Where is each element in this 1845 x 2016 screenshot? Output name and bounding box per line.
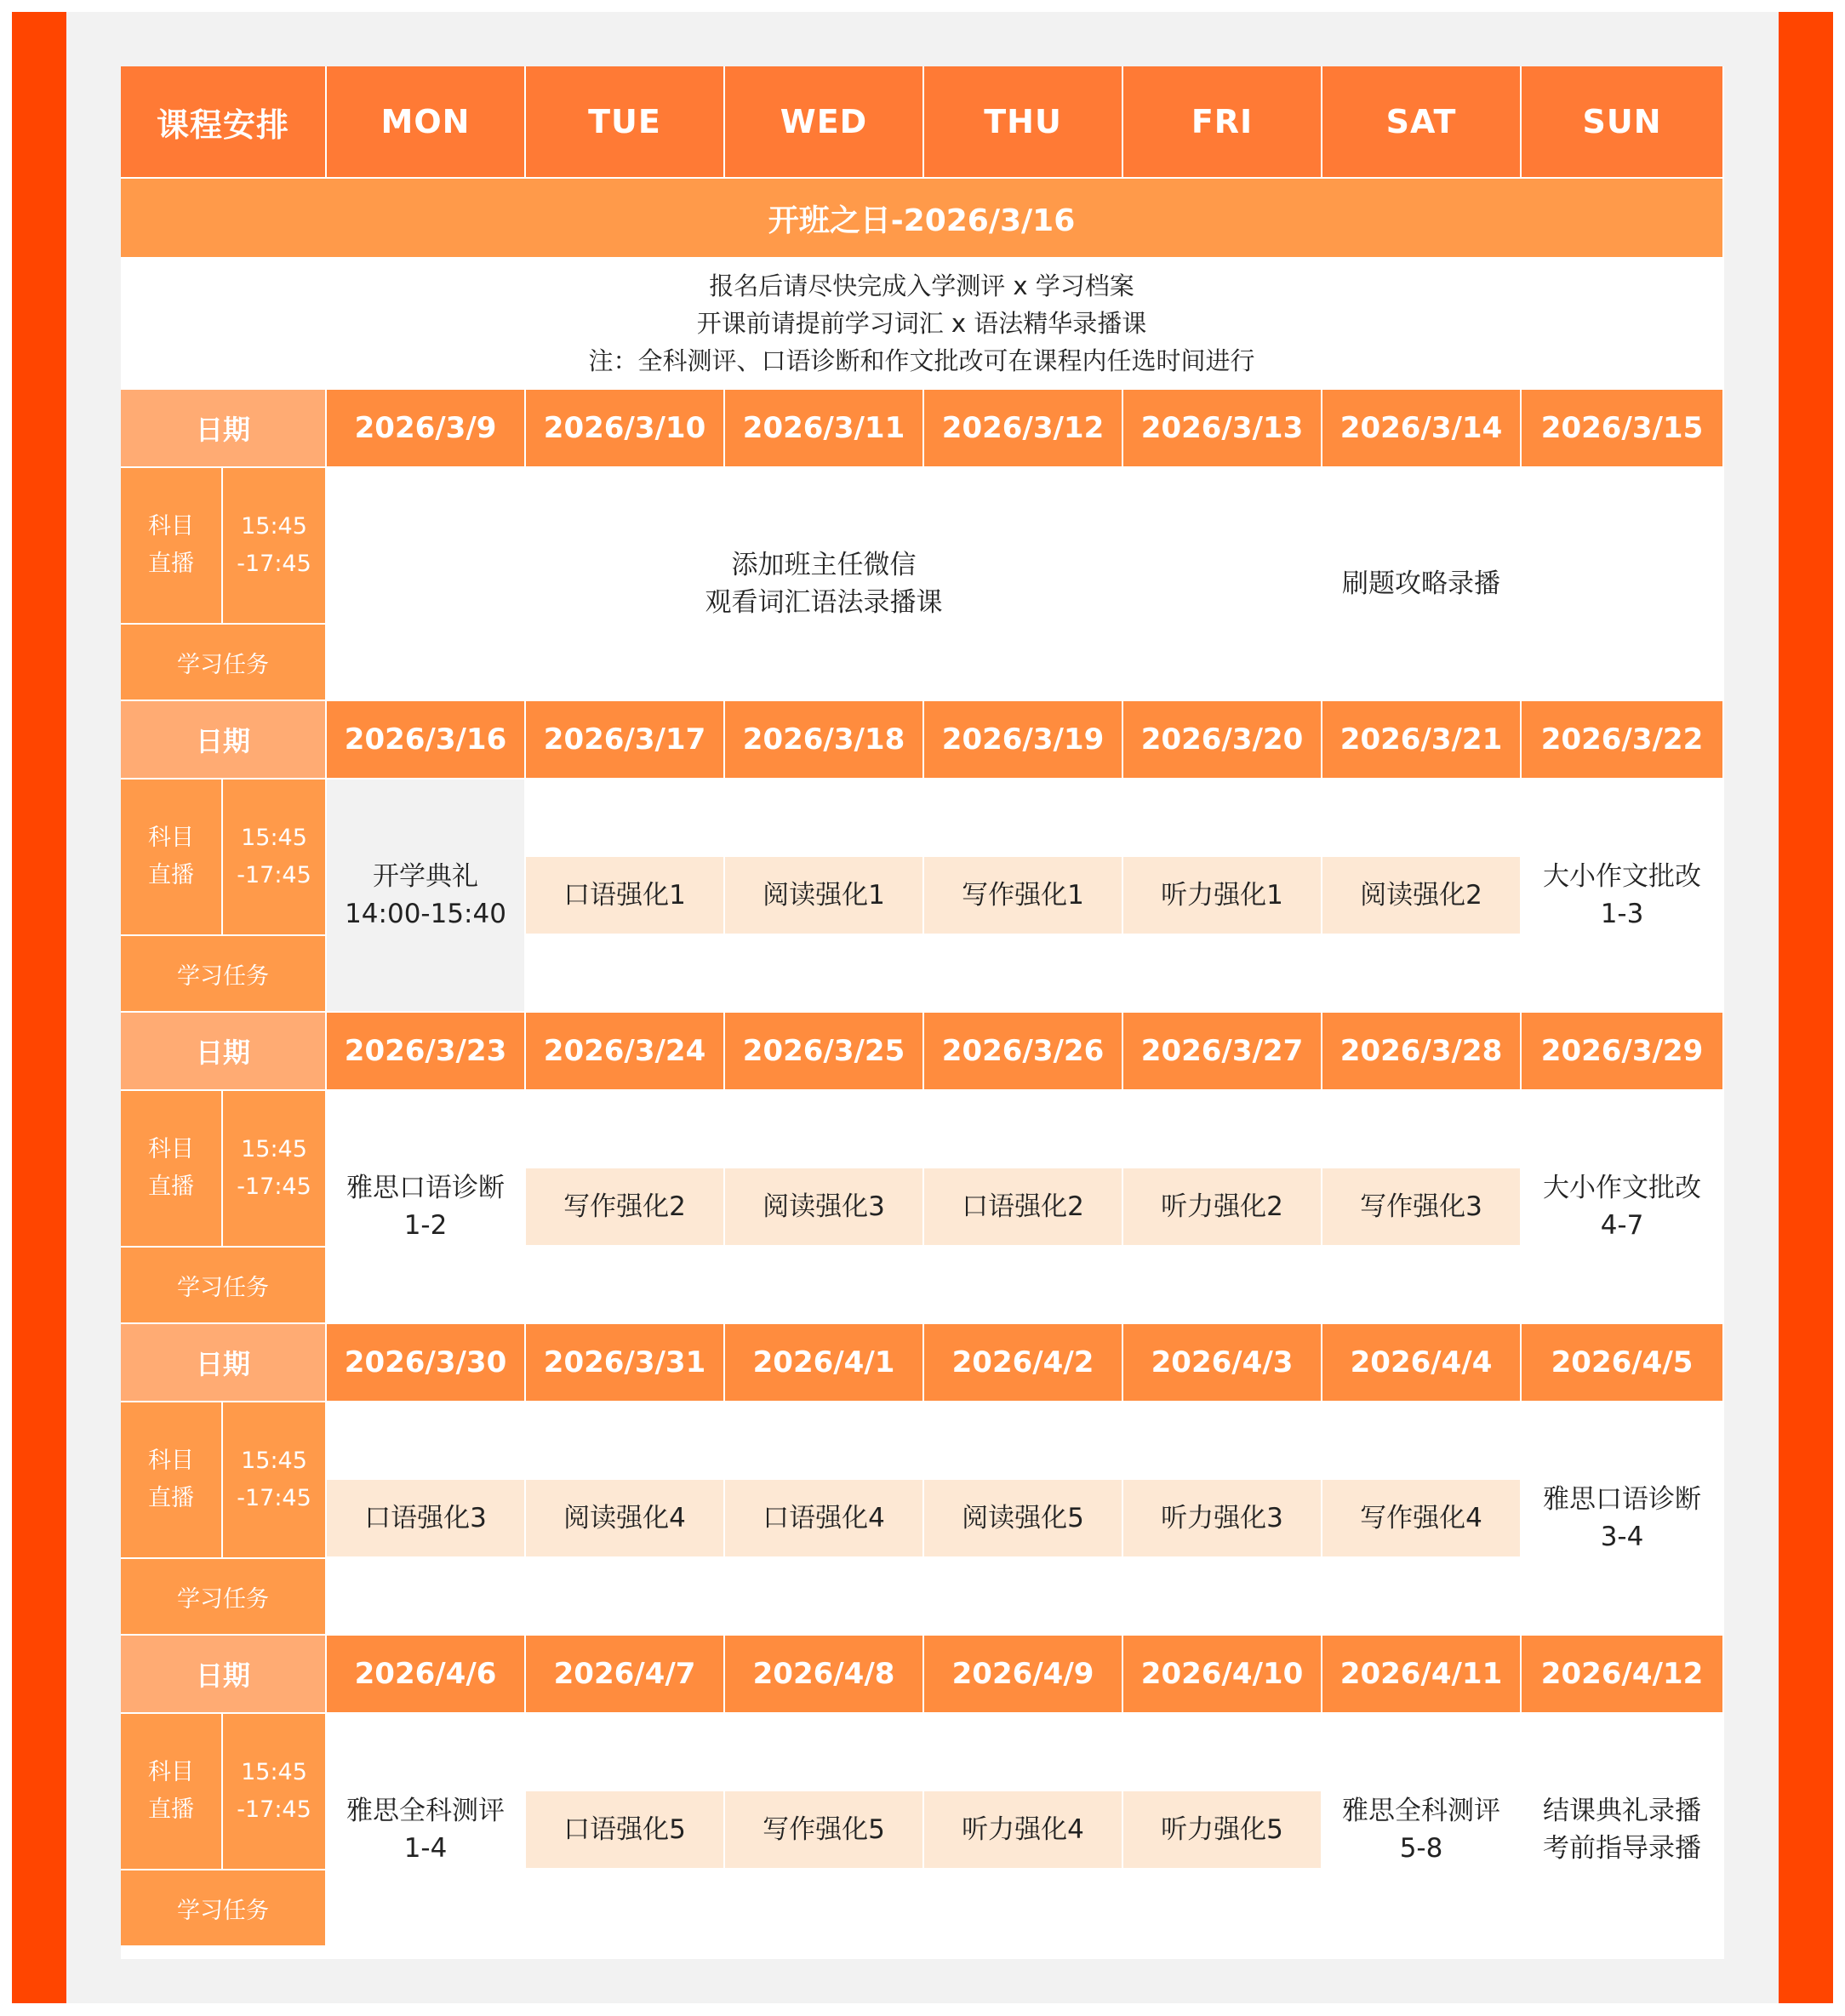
study-task-label: 学习任务 xyxy=(121,1870,327,1947)
date-label: 日期 xyxy=(121,390,327,468)
day-header-sun: SUN xyxy=(1522,66,1724,179)
live-time-label: 15:45 -17:45 xyxy=(223,1402,327,1559)
closing-ceremony-cell: 结课典礼录播 考前指导录播 xyxy=(1522,1714,1724,1947)
date-cell: 2026/4/2 xyxy=(924,1324,1123,1402)
lesson-label: 阅读强化5 xyxy=(924,1480,1123,1556)
day-header-tue: TUE xyxy=(526,66,725,179)
date-cell: 2026/4/11 xyxy=(1322,1636,1522,1714)
day-header-thu: THU xyxy=(924,66,1123,179)
study-task-label: 学习任务 xyxy=(121,625,327,701)
lesson-cell xyxy=(526,780,725,1013)
opening-ceremony-cell: 开学典礼 14:00-15:40 xyxy=(327,780,526,1013)
lesson-label: 写作强化5 xyxy=(725,1791,924,1868)
date-row xyxy=(121,701,1724,780)
date-cell: 2026/4/4 xyxy=(1322,1324,1522,1402)
lesson-label: 口语强化4 xyxy=(725,1480,924,1556)
right-accent-bar xyxy=(1779,12,1833,2003)
date-label: 日期 xyxy=(121,1324,327,1402)
lesson-label: 阅读强化2 xyxy=(1322,857,1522,934)
live-row xyxy=(121,780,1724,936)
live-time-label: 15:45 -17:45 xyxy=(223,1714,327,1870)
lesson-label: 口语强化2 xyxy=(924,1168,1123,1245)
lesson-cell xyxy=(327,1402,526,1636)
full-assessment-cell: 雅思全科测评 1-4 xyxy=(327,1714,526,1947)
lesson-label: 口语强化1 xyxy=(526,857,725,934)
date-label: 日期 xyxy=(121,1013,327,1091)
live-row xyxy=(121,1714,1724,1870)
lesson-cell xyxy=(725,1091,924,1324)
date-cell: 2026/3/15 xyxy=(1522,390,1724,468)
date-cell: 2026/4/5 xyxy=(1522,1324,1724,1402)
study-task-label: 学习任务 xyxy=(121,1559,327,1636)
lesson-cell xyxy=(1123,1402,1322,1636)
lesson-label: 写作强化2 xyxy=(526,1168,725,1245)
day-header-mon: MON xyxy=(327,66,526,179)
date-cell: 2026/3/30 xyxy=(327,1324,526,1402)
week1-sat-task: 刷题攻略录播 xyxy=(1322,468,1522,701)
lesson-label: 听力强化2 xyxy=(1123,1168,1322,1245)
lesson-label: 口语强化3 xyxy=(327,1480,526,1556)
lesson-label: 写作强化1 xyxy=(924,857,1123,934)
opening-banner: 开班之日-2026/3/16 xyxy=(121,179,1724,259)
lesson-cell xyxy=(1123,1091,1322,1324)
date-label: 日期 xyxy=(121,701,327,780)
notes-row xyxy=(121,259,1724,390)
day-header-fri: FRI xyxy=(1123,66,1322,179)
left-accent-bar xyxy=(12,12,66,2003)
date-row xyxy=(121,1324,1724,1402)
live-row xyxy=(121,1402,1724,1559)
full-assessment-cell: 雅思全科测评 5-8 xyxy=(1322,1714,1522,1947)
week1-orientation-tasks: 添加班主任微信 观看词汇语法录播课 xyxy=(327,468,1322,701)
lesson-label: 阅读强化1 xyxy=(725,857,924,934)
date-cell: 2026/3/24 xyxy=(526,1013,725,1091)
course-schedule-table xyxy=(121,66,1724,1947)
lesson-label: 写作强化3 xyxy=(1322,1168,1522,1245)
date-cell: 2026/3/23 xyxy=(327,1013,526,1091)
speaking-diagnosis-cell: 雅思口语诊断 3-4 xyxy=(1522,1402,1724,1636)
date-cell: 2026/4/1 xyxy=(725,1324,924,1402)
date-row xyxy=(121,390,1724,468)
lesson-cell xyxy=(924,780,1123,1013)
lesson-cell xyxy=(924,1402,1123,1636)
date-cell: 2026/3/11 xyxy=(725,390,924,468)
lesson-cell xyxy=(526,1714,725,1947)
note-line: 开课前请提前学习词汇 x 语法精华录播课 xyxy=(696,309,1147,338)
date-label: 日期 xyxy=(121,1636,327,1714)
date-cell: 2026/4/3 xyxy=(1123,1324,1322,1402)
date-cell: 2026/4/6 xyxy=(327,1636,526,1714)
date-cell: 2026/4/12 xyxy=(1522,1636,1724,1714)
date-cell: 2026/3/31 xyxy=(526,1324,725,1402)
lesson-cell xyxy=(725,1714,924,1947)
date-row xyxy=(121,1013,1724,1091)
date-cell: 2026/3/29 xyxy=(1522,1013,1724,1091)
lesson-cell xyxy=(725,1402,924,1636)
opening-banner-row xyxy=(121,179,1724,259)
lesson-cell xyxy=(1123,1714,1322,1947)
lesson-label: 听力强化3 xyxy=(1123,1480,1322,1556)
date-cell: 2026/3/27 xyxy=(1123,1013,1322,1091)
live-time-label: 15:45 -17:45 xyxy=(223,1091,327,1248)
date-cell: 2026/3/19 xyxy=(924,701,1123,780)
lesson-cell xyxy=(526,1091,725,1324)
date-cell: 2026/4/10 xyxy=(1123,1636,1322,1714)
essay-review-cell: 大小作文批改 4-7 xyxy=(1522,1091,1724,1324)
study-task-label: 学习任务 xyxy=(121,936,327,1013)
lesson-cell xyxy=(1322,1091,1522,1324)
date-cell: 2026/3/18 xyxy=(725,701,924,780)
lesson-label: 听力强化4 xyxy=(924,1791,1123,1868)
lesson-label: 阅读强化4 xyxy=(526,1480,725,1556)
subject-live-label: 科目 直播 xyxy=(121,1091,223,1248)
live-row xyxy=(121,468,1724,625)
header-row xyxy=(121,66,1724,179)
date-cell: 2026/3/10 xyxy=(526,390,725,468)
lesson-label: 听力强化5 xyxy=(1123,1791,1322,1868)
date-cell: 2026/4/9 xyxy=(924,1636,1123,1714)
lesson-label: 口语强化5 xyxy=(526,1791,725,1868)
lesson-label: 阅读强化3 xyxy=(725,1168,924,1245)
note-line: 报名后请尽快完成入学测评 x 学习档案 xyxy=(709,271,1134,300)
date-cell: 2026/3/12 xyxy=(924,390,1123,468)
date-row xyxy=(121,1636,1724,1714)
date-cell: 2026/3/20 xyxy=(1123,701,1322,780)
lesson-cell xyxy=(1322,780,1522,1013)
date-cell: 2026/3/17 xyxy=(526,701,725,780)
subject-live-label: 科目 直播 xyxy=(121,780,223,936)
day-header-sat: SAT xyxy=(1322,66,1522,179)
lesson-label: 写作强化4 xyxy=(1322,1480,1522,1556)
day-header-wed: WED xyxy=(725,66,924,179)
date-cell: 2026/3/22 xyxy=(1522,701,1724,780)
lesson-cell xyxy=(924,1714,1123,1947)
header-corner-label: 课程安排 xyxy=(121,66,327,179)
date-cell: 2026/3/13 xyxy=(1123,390,1322,468)
date-cell: 2026/4/7 xyxy=(526,1636,725,1714)
empty-cell xyxy=(1522,468,1724,701)
date-cell: 2026/4/8 xyxy=(725,1636,924,1714)
live-row xyxy=(121,1091,1724,1248)
live-time-label: 15:45 -17:45 xyxy=(223,780,327,936)
date-cell: 2026/3/28 xyxy=(1322,1013,1522,1091)
date-cell: 2026/3/25 xyxy=(725,1013,924,1091)
date-cell: 2026/3/26 xyxy=(924,1013,1123,1091)
live-time-label: 15:45 -17:45 xyxy=(223,468,327,625)
study-task-label: 学习任务 xyxy=(121,1248,327,1324)
date-cell: 2026/3/16 xyxy=(327,701,526,780)
lesson-cell xyxy=(725,780,924,1013)
lesson-label: 听力强化1 xyxy=(1123,857,1322,934)
note-line: 注：全科测评、口语诊断和作文批改可在课程内任选时间进行 xyxy=(588,346,1255,375)
notes-cell xyxy=(121,259,1724,390)
lesson-cell xyxy=(526,1402,725,1636)
lesson-cell xyxy=(1123,780,1322,1013)
subject-live-label: 科目 直播 xyxy=(121,1402,223,1559)
date-cell: 2026/3/14 xyxy=(1322,390,1522,468)
lesson-cell xyxy=(1322,1402,1522,1636)
lesson-cell xyxy=(924,1091,1123,1324)
subject-live-label: 科目 直播 xyxy=(121,468,223,625)
date-cell: 2026/3/21 xyxy=(1322,701,1522,780)
subject-live-label: 科目 直播 xyxy=(121,1714,223,1870)
date-cell: 2026/3/9 xyxy=(327,390,526,468)
essay-review-cell: 大小作文批改 1-3 xyxy=(1522,780,1724,1013)
speaking-diagnosis-cell: 雅思口语诊断 1-2 xyxy=(327,1091,526,1324)
